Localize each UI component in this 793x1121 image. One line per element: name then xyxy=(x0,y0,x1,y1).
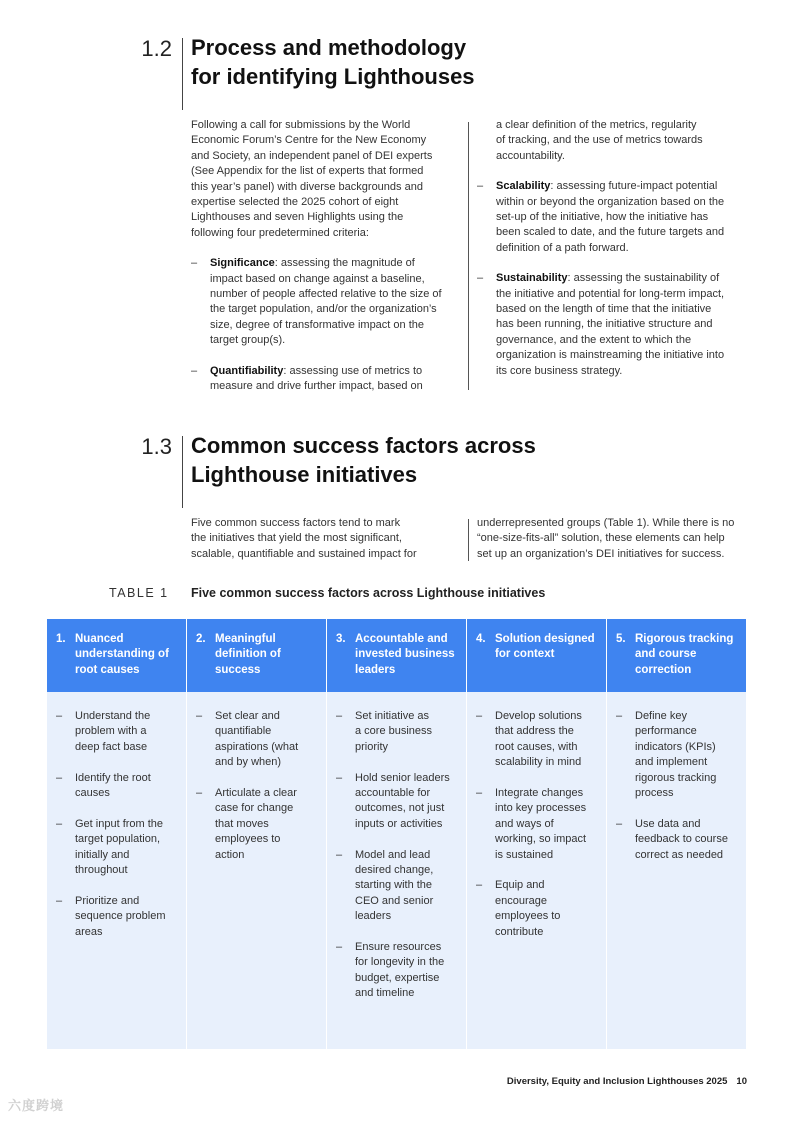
item-line: Define key xyxy=(635,710,687,722)
text-line: expertise selected the 2025 cohort of eight xyxy=(191,196,399,209)
list-item xyxy=(476,786,600,863)
item-line: sequence problem xyxy=(75,910,166,923)
page-footer xyxy=(507,1076,747,1087)
text-line: its core business strategy. xyxy=(496,364,623,377)
column-body xyxy=(467,692,606,1049)
bullet-dash: – xyxy=(616,817,623,830)
table-column xyxy=(327,619,466,1049)
text-line: “one-size-fits-all” solution, these elements can help xyxy=(477,532,725,545)
item-line: and ways of xyxy=(495,817,554,830)
item-line: Prioritize and xyxy=(75,894,140,907)
item-line: root causes, with xyxy=(495,740,578,753)
item-line: quantifiable xyxy=(215,725,272,738)
list-item xyxy=(616,709,740,801)
item-line: CEO and senior xyxy=(355,894,434,907)
table-label: TABLE 1 xyxy=(109,586,169,600)
column-body xyxy=(47,692,186,1049)
list-item xyxy=(56,817,180,879)
item-line: Get input from the xyxy=(75,817,164,830)
column-number: 1. xyxy=(56,633,66,645)
item-line: desired change, xyxy=(355,864,434,877)
list-item xyxy=(336,940,460,1002)
header-line: understanding of xyxy=(75,648,169,661)
item-line: correct as needed xyxy=(635,848,724,861)
text-line: been scaled to date, and the future targets and xyxy=(496,226,725,239)
bullet-dash: – xyxy=(477,180,484,193)
item-line: that address the xyxy=(495,725,574,738)
column-rule xyxy=(468,519,469,561)
bullet-dash: – xyxy=(336,771,343,784)
list-item xyxy=(336,771,460,833)
item-line: action xyxy=(215,848,245,861)
bullet-dash: – xyxy=(56,817,63,830)
header-line: Meaningful xyxy=(215,633,276,645)
item-line: Equip and xyxy=(495,879,545,892)
text-line: underrepresented groups (Table 1). While there is no xyxy=(477,517,735,529)
column-number: 3. xyxy=(336,633,346,645)
text-line: governance, and the extent to which the xyxy=(496,333,692,346)
item-line: that moves xyxy=(215,817,269,830)
criterion-term: Quantifiability xyxy=(210,364,284,377)
item-line: deep fact base xyxy=(75,740,148,753)
title-line: Common success factors across xyxy=(191,433,536,458)
column-body xyxy=(607,692,746,1049)
section-number: 1.2 xyxy=(141,36,172,61)
section-number: 1.3 xyxy=(141,434,172,459)
text-line: impact based on change against a baseline, xyxy=(210,272,425,285)
criterion-quantifiability xyxy=(191,364,461,395)
item-line: causes xyxy=(75,787,110,800)
bullet-dash: – xyxy=(191,257,198,270)
heading-rule xyxy=(182,38,183,110)
text-line: the initiatives that yield the most significant, xyxy=(191,532,402,545)
page-number: 10 xyxy=(736,1076,747,1087)
list-item xyxy=(56,771,180,802)
item-line: inputs or activities xyxy=(355,817,443,830)
column-header xyxy=(47,619,186,692)
item-line: working, so impact xyxy=(495,833,587,846)
item-line: leaders xyxy=(355,910,392,923)
title-line: for identifying Lighthouses xyxy=(191,64,475,89)
text-line: set up an organization’s DEI initiatives for success. xyxy=(477,547,725,560)
list-item xyxy=(336,709,460,755)
text-line: organization is mainstreaming the initiative into xyxy=(496,349,725,362)
item-line: Articulate a clear xyxy=(215,787,297,800)
list-item xyxy=(476,709,600,771)
criterion-significance xyxy=(191,256,461,348)
header-line: Rigorous tracking xyxy=(635,633,734,645)
column-body xyxy=(327,692,466,1049)
text-line: Five common success factors tend to mark xyxy=(191,517,401,529)
bullet-dash: – xyxy=(196,710,203,722)
bullet-dash: – xyxy=(336,941,343,954)
text-line: (See Appendix for the list of experts that formed xyxy=(191,165,424,178)
header-line: root causes xyxy=(75,663,140,676)
text-line: Economic Forum’s Centre for the New Economy xyxy=(191,134,427,147)
header-line: Nuanced xyxy=(75,633,124,645)
text-line: definition of a path forward. xyxy=(496,241,629,254)
text-line: and Society, an independent panel of DEI experts xyxy=(191,149,433,162)
text-line: the target population, and/or the organization’s xyxy=(210,303,437,316)
item-line: employees to xyxy=(495,910,561,923)
success-factors-table xyxy=(47,619,746,1049)
item-line: process xyxy=(635,787,674,800)
table-title: Five common success factors across Lighthouse initiatives xyxy=(191,586,546,600)
column-header xyxy=(187,619,326,692)
bullet-dash: – xyxy=(336,710,343,722)
list-item xyxy=(336,848,460,925)
table-column xyxy=(467,619,606,1049)
intro-paragraph xyxy=(191,118,461,395)
text-line: accountability. xyxy=(496,149,565,162)
item-line: Ensure resources xyxy=(355,941,442,954)
item-line: and timeline xyxy=(355,987,415,1000)
text-line: within or beyond the organization based on the xyxy=(496,195,725,208)
item-line: a core business xyxy=(355,725,433,738)
list-item xyxy=(56,709,180,755)
item-line: into key processes xyxy=(495,802,587,815)
column-number: 5. xyxy=(616,633,626,645)
right-column xyxy=(477,118,752,379)
criterion-scalability xyxy=(477,179,752,256)
criterion-term: Sustainability xyxy=(496,272,568,285)
text-line: measure and drive further impact, based on xyxy=(210,380,423,393)
header-line: leaders xyxy=(355,663,396,676)
item-line: priority xyxy=(355,740,389,753)
text-line: Lighthouses and seven Highlights using the xyxy=(191,211,404,224)
bullet-dash: – xyxy=(476,879,483,892)
text-line: set-up of the initiative, how the initiative has xyxy=(496,211,709,224)
text-line: of tracking, and the use of metrics towards xyxy=(496,134,703,147)
text-line: target group(s). xyxy=(210,334,286,347)
text-line: a clear definition of the metrics, regularity xyxy=(496,119,697,131)
item-line: case for change xyxy=(215,802,294,815)
item-line: Set initiative as xyxy=(355,710,429,722)
text-line: : assessing the sustainability of xyxy=(567,272,720,285)
bullet-dash: – xyxy=(191,364,198,377)
footer-title: Diversity, Equity and Inclusion Lighthouses 2025 xyxy=(506,1076,728,1087)
heading-rule xyxy=(182,436,183,508)
item-line: employees to xyxy=(215,833,281,846)
item-line: and by when) xyxy=(215,756,282,769)
criterion-sustainability xyxy=(477,271,752,379)
item-line: Integrate changes xyxy=(495,787,584,800)
criterion-term: Scalability xyxy=(496,180,551,193)
success-intro-right xyxy=(477,516,757,562)
item-line: starting with the xyxy=(355,879,433,892)
header-line: and course xyxy=(635,648,697,661)
item-line: contribute xyxy=(495,925,544,938)
header-line: Solution designed xyxy=(495,633,595,645)
header-line: definition of xyxy=(215,648,281,661)
item-line: feedback to course xyxy=(635,833,728,846)
item-line: areas xyxy=(75,925,103,938)
list-item xyxy=(196,709,320,771)
item-line: Model and lead xyxy=(355,848,431,861)
title-line: Process and methodology xyxy=(191,35,467,60)
header-line: correction xyxy=(635,663,692,676)
table-column xyxy=(607,619,746,1049)
criterion-term: Significance xyxy=(210,257,275,270)
list-item xyxy=(476,878,600,940)
item-line: budget, expertise xyxy=(355,971,440,984)
column-body xyxy=(187,692,326,1049)
bullet-dash: – xyxy=(336,848,343,861)
success-intro-left xyxy=(191,516,456,562)
item-line: outcomes, not just xyxy=(355,802,445,815)
header-line: success xyxy=(215,663,261,676)
item-line: aspirations (what xyxy=(215,740,299,753)
item-line: scalability in mind xyxy=(495,756,582,769)
list-item xyxy=(616,817,740,863)
text-line: the initiative and potential for long-term impact, xyxy=(496,287,725,300)
text-line: Following a call for submissions by the World xyxy=(191,119,411,131)
text-line: : assessing use of metrics to xyxy=(283,364,423,377)
text-line: : assessing the magnitude of xyxy=(274,257,415,270)
item-line: throughout xyxy=(75,864,128,877)
watermark-logo: 六度跨境 xyxy=(8,1098,65,1113)
bullet-dash: – xyxy=(476,710,483,722)
bullet-dash: – xyxy=(56,894,63,907)
text-line: following four predetermined criteria: xyxy=(191,226,369,239)
item-line: accountable for xyxy=(355,787,431,800)
text-line: scalable, quantifiable and sustained impact for xyxy=(191,547,417,560)
column-number: 4. xyxy=(476,633,486,645)
column-header xyxy=(327,619,466,692)
item-line: performance xyxy=(635,725,697,738)
item-line: problem with a xyxy=(75,725,147,738)
section-title xyxy=(191,431,751,489)
item-line: Use data and xyxy=(635,817,701,830)
item-line: initially and xyxy=(75,848,130,861)
bullet-dash: – xyxy=(196,787,203,800)
bullet-dash: – xyxy=(56,710,63,722)
item-line: Hold senior leaders xyxy=(355,771,450,784)
header-line: Accountable and xyxy=(355,633,448,645)
item-line: Develop solutions xyxy=(495,710,582,722)
header-line: for context xyxy=(495,648,555,661)
text-line: number of people affected relative to the size of xyxy=(210,288,442,301)
text-line: has been running, the initiative structure and xyxy=(496,318,713,331)
item-line: indicators (KPIs) xyxy=(635,740,716,753)
list-item xyxy=(56,894,180,940)
item-line: Understand the xyxy=(75,710,151,722)
item-line: Identify the root xyxy=(75,771,151,784)
table-column xyxy=(47,619,186,1049)
section-title xyxy=(191,33,751,91)
column-rule xyxy=(468,122,469,390)
item-line: target population, xyxy=(75,833,161,846)
item-line: for longevity in the xyxy=(355,956,445,969)
text-line: based on the length of time that the initiative xyxy=(496,303,712,316)
item-line: encourage xyxy=(495,894,547,907)
item-line: rigorous tracking xyxy=(635,771,717,784)
column-header xyxy=(467,619,606,692)
text-line: : assessing future-impact potential xyxy=(550,180,718,193)
item-line: Set clear and xyxy=(215,710,280,722)
column-header xyxy=(607,619,746,692)
bullet-dash: – xyxy=(476,787,483,800)
title-line: Lighthouse initiatives xyxy=(191,462,418,487)
item-line: and implement xyxy=(635,756,708,769)
bullet-dash: – xyxy=(477,272,484,285)
column-number: 2. xyxy=(196,633,206,645)
list-item xyxy=(196,786,320,863)
table-column xyxy=(187,619,326,1049)
item-line: is sustained xyxy=(495,848,554,861)
header-line: invested business xyxy=(355,648,455,661)
bullet-dash: – xyxy=(616,710,623,722)
quantifiability-continued xyxy=(477,118,752,164)
text-line: this year’s panel) with diverse backgrounds and xyxy=(191,180,423,193)
bullet-dash: – xyxy=(56,771,63,784)
text-line: size, degree of transformative impact on the xyxy=(210,318,424,331)
